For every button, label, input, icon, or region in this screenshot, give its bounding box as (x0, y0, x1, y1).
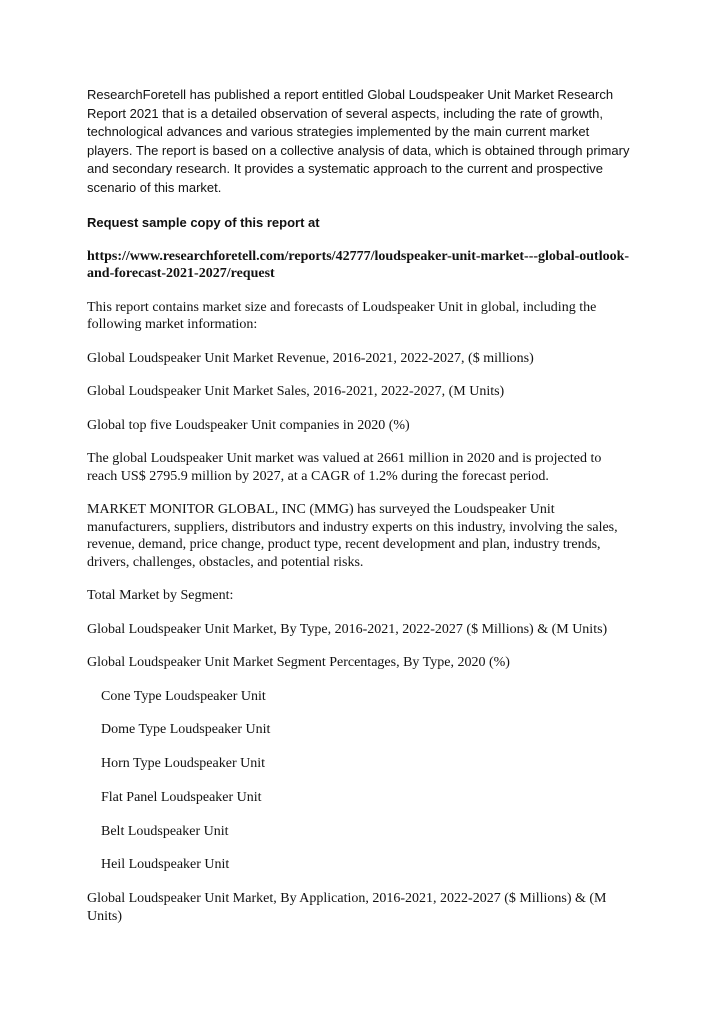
sales-line: Global Loudspeaker Unit Market Sales, 2016-2021, 2022-2027, (M Units) (87, 384, 505, 399)
contains-paragraph: This report contains market size and forecasts of Loudspeaker Unit in global, including the following market information: (87, 299, 597, 332)
survey-paragraph: MARKET MONITOR GLOBAL, INC (MMG) has surveyed the Loudspeaker Unit manufacturers, suppliers, distributors and industry experts on this industry, involving the sales, revenue, demand, price change, product type, recent development and plan, industry trends, drivers, challenges, obstacles, and potential risks. (87, 502, 618, 570)
type-list-item: Horn Type Loudspeaker Unit (101, 756, 266, 772)
type-list-item: Belt Loudspeaker Unit (101, 823, 229, 839)
intro-paragraph: ResearchForetell has published a report entitled Global Loudspeaker Unit Market Research Report 2021 that is a detailed observation of several aspects, including the rate of growth, technological advances and various strategies implemented by the main current market players. The report is based on a collective analysis of data, which is obtained through primary and secondary research. It provides a systematic approach to the current and prospective scenario of this market. (87, 87, 630, 195)
type-list-item: Dome Type Loudspeaker Unit (101, 722, 271, 738)
type-list-item: Cone Type Loudspeaker Unit (101, 688, 266, 704)
type-list-item: Flat Panel Loudspeaker Unit (101, 789, 262, 805)
by-application-line: Global Loudspeaker Unit Market, By Application, 2016-2021, 2022-2027 ($ Millions) & (M Units) (87, 891, 607, 924)
type-percentages-line: Global Loudspeaker Unit Market Segment Percentages, By Type, 2020 (%) (87, 655, 510, 670)
request-url: https://www.researchforetell.com/reports/42777/loudspeaker-unit-market---global-outlook-and-forecast-2021-2027/request (87, 248, 630, 281)
by-type-line: Global Loudspeaker Unit Market, By Type, 2016-2021, 2022-2027 ($ Millions) & (M Units) (87, 621, 608, 637)
top-five-line: Global top five Loudspeaker Unit companies in 2020 (%) (87, 417, 410, 433)
request-sample-heading: Request sample copy of this report at (87, 215, 320, 230)
revenue-line: Global Loudspeaker Unit Market Revenue, 2016-2021, 2022-2027, ($ millions) (87, 350, 534, 366)
total-segment-line: Total Market by Segment: (87, 588, 234, 603)
valuation-paragraph: The global Loudspeaker Unit market was valued at 2661 million in 2020 and is projected to reach US$ 2795.9 million by 2027, at a CAGR of 1.2% during the forecast period. (87, 451, 602, 484)
type-list-item: Heil Loudspeaker Unit (101, 857, 230, 873)
